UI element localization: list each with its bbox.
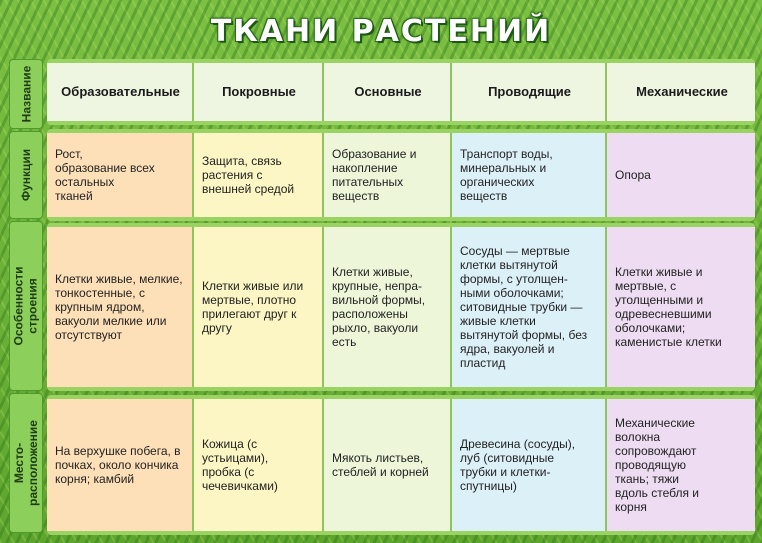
cell-text: Рост, образование всех остальных тканей — [55, 147, 155, 203]
table-cell — [194, 133, 324, 217]
cell-text: Транспорт воды, минеральных и органических веществ — [460, 147, 553, 203]
table-cell — [452, 133, 607, 217]
tissue-table — [9, 57, 755, 535]
cell-text: Кожица (с устьицами), пробка (с чечевичками) — [202, 437, 278, 493]
cell-text: Мякоть листьев, стеблей и корней — [332, 451, 429, 479]
row-label-name — [9, 59, 43, 129]
cell-text: Клетки живые, крупные, непра-вильной формы, расположены рыхло, вакуоли есть — [332, 265, 426, 349]
structure-row — [47, 223, 755, 391]
page-title: ТКАНИ РАСТЕНИЙ — [210, 14, 552, 49]
cell-text: На верхушке побега, в почках, около кончика корня; камбий — [55, 444, 181, 486]
location-row — [47, 395, 755, 535]
row-label-name-text: Название — [19, 65, 33, 123]
table-cell — [47, 399, 194, 531]
table-cell — [324, 227, 452, 387]
column-header — [607, 63, 755, 121]
row-label-functions-text: Функции — [19, 148, 33, 202]
table-cell — [452, 399, 607, 531]
table-cell — [47, 133, 194, 217]
column-header — [194, 63, 324, 121]
row-label-location-text: Место-расположение — [12, 420, 41, 506]
table-cell — [607, 399, 755, 531]
column-header — [47, 63, 194, 121]
column-header — [324, 63, 452, 121]
column-header-text: Проводящие — [488, 84, 571, 99]
row-label-structure-text: Особенности строения — [12, 266, 40, 346]
row-label-location — [9, 393, 43, 533]
row-label-functions — [9, 131, 43, 219]
functions-row — [47, 129, 755, 221]
cell-text: Опора — [615, 168, 651, 182]
cell-text: Сосуды — мертвые клетки вытянутой формы, с утолщен-ными оболочками; ситовидные трубки — живые клетки вытянутой формы, без ядра, вакуолей и пластид — [460, 244, 588, 370]
table-cell — [324, 133, 452, 217]
table-cell — [194, 399, 324, 531]
column-header-text: Основные — [354, 84, 422, 99]
cell-text: Клетки живые и мертвые, с утолщенными и одревесневшими оболочками; каменистые клетки — [615, 265, 722, 349]
table-cell — [607, 227, 755, 387]
header-row — [47, 59, 755, 125]
column-header — [452, 63, 607, 121]
cell-text: Защита, связь растения с внешней средой — [202, 154, 295, 196]
row-label-structure — [9, 221, 43, 391]
cell-text: Механические волокна сопровождают проводящую ткань; тяжи вдоль стебля и корня — [615, 416, 700, 514]
cell-text: Клетки живые, мелкие, тонкостенные, с крупным ядром, вакуоли мелкие или отсутствуют — [55, 272, 183, 342]
cell-text: Клетки живые или мертвые, плотно прилегают друг к другу — [202, 279, 304, 335]
cell-text: Древесина (сосуды), луб (ситовидные трубки и клетки-спутницы) — [460, 437, 576, 493]
column-header-text: Механические — [636, 84, 728, 99]
table-cell — [47, 227, 194, 387]
column-header-text: Образовательные — [61, 84, 180, 99]
table-cell — [194, 227, 324, 387]
table-cell — [452, 227, 607, 387]
table-cell — [607, 133, 755, 217]
column-header-text: Покровные — [222, 84, 296, 99]
cell-text: Образование и накопление питательных веществ — [332, 147, 417, 203]
table-cell — [324, 399, 452, 531]
